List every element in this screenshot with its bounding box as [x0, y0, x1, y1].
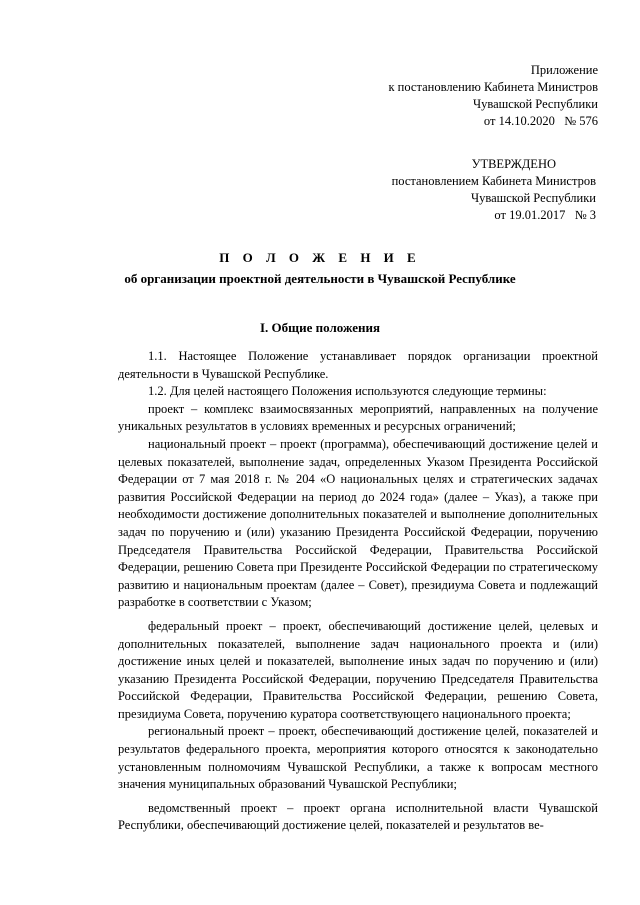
appendix-date-number: от 14.10.2020 № 576	[483, 114, 598, 128]
document-title: П О Л О Ж Е Н И Е	[219, 250, 421, 265]
paragraph: федеральный проект – проект, обеспечивающий достижение целей, целевых и дополнительных показателей, выполнение задач национального проекта и (или) достижение иных целей и показателей, выполнение иных задач по поручению и (или) указанию Президента Российской Федерации, поручению Председателя Правительства Российской Федерации, Правительства Российской Федерации, решению Совета, президиума Совета, поручению куратора соответствующего национального проекта;	[118, 618, 598, 721]
appendix-line: Приложение	[530, 63, 598, 77]
paragraph: региональный проект – проект, обеспечивающий достижение целей, показателей и результатов федерального проекта, мероприятия которого относятся к законодательно установленным полномочиям Чувашской Республики, а также к вопросам местного значения муниципальных образований Чувашской Республики;	[118, 724, 598, 792]
appendix-line: к постановлению Кабинета Министров	[388, 80, 598, 94]
approval-line: постановлением Кабинета Министров	[391, 174, 596, 188]
section-heading: I. Общие положения	[260, 320, 380, 335]
paragraph: 1.1. Настоящее Положение устанавливает порядок организации проектной деятельности в Чувашской Республике.	[118, 349, 598, 381]
approval-date-number: от 19.01.2017 № 3	[494, 208, 596, 222]
document-body	[118, 348, 598, 835]
paragraph: ведомственный проект – проект органа исполнительной власти Чувашской Республики, обеспечивающий достижение целей, показателей и результатов ве-	[118, 800, 598, 833]
paragraph: проект – комплекс взаимосвязанных мероприятий, направленных на получение уникальных результатов в условиях временных и ресурсных ограничений;	[118, 401, 598, 434]
approval-line: Чувашской Республики	[470, 191, 596, 205]
approval-stamp	[392, 156, 596, 224]
document-subtitle: об организации проектной деятельности в Чувашской Республике	[124, 271, 516, 286]
paragraph: 1.2. Для целей настоящего Положения используются следующие термины:	[148, 384, 547, 399]
appendix-line: Чувашской Республики	[472, 97, 598, 111]
paragraph: национальный проект – проект (программа), обеспечивающий достижение целей и целевых показателей, выполнение задач, определенных Указом Президента Российской Федерации от 7 мая 2018 г. № 204 «О национальных целях и стратегических задачах развития Российской Федерации на период до 2024 года» (далее – Указ), а также при необходимости достижение дополнительных показателей и выполнение дополнительных задач по поручению и (или) указанию Президента Российской Федерации, поручению Председателя Правительства Российской Федерации, Правительства Российской Федерации, решению Совета при Президенте Российской Федерации по стратегическому развитию и национальным проектам (далее – Совет), президиума Совета и подлежащий разработке в соответствии с Указом;	[118, 436, 598, 610]
approval-heading: УТВЕРЖДЕНО	[471, 157, 556, 171]
appendix-stamp	[388, 62, 598, 130]
